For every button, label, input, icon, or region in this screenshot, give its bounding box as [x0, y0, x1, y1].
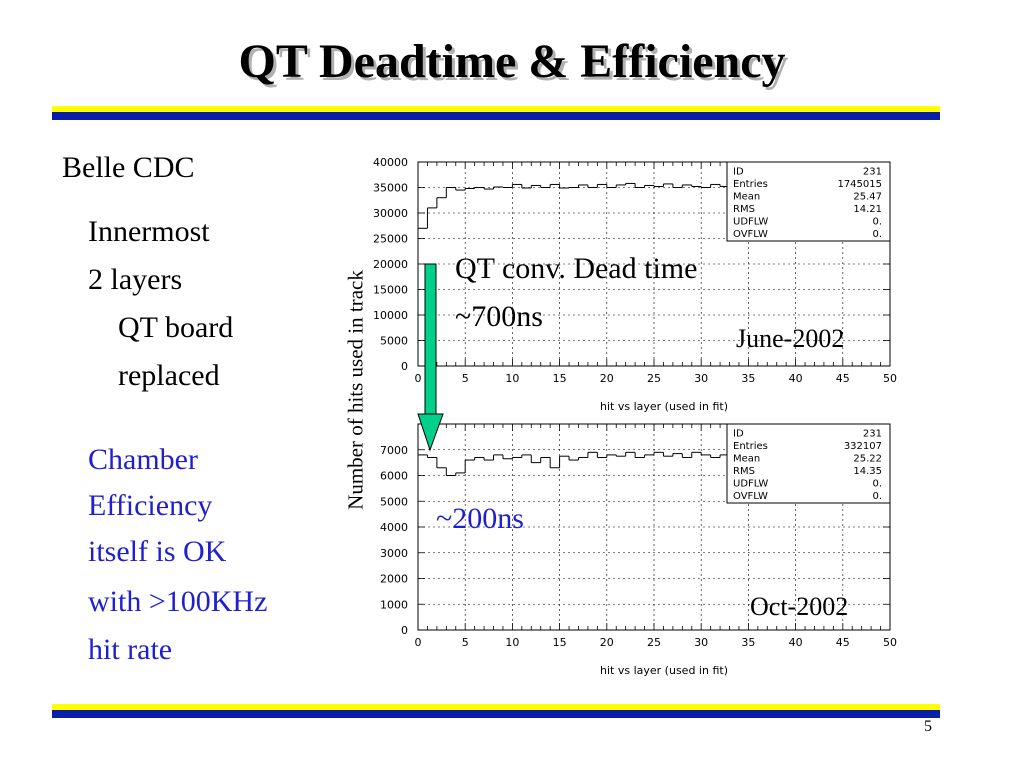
x-axis-label: hit vs layer (used in fit)	[600, 400, 728, 413]
stats-label: OVFLW	[733, 229, 768, 240]
efficiency-line: Efficiency	[88, 489, 213, 522]
text-line: QT board	[118, 311, 234, 344]
efficiency-line: with >100KHz	[88, 585, 268, 618]
stats-value: 332107	[843, 441, 882, 452]
y-tick-label: 5000	[380, 334, 408, 348]
x-tick-label: 0	[414, 372, 422, 385]
dead-time-value: ~700ns	[455, 300, 543, 333]
page-number: 5	[924, 718, 932, 735]
y-tick-label: 4000	[380, 521, 408, 534]
stats-label: Mean	[733, 453, 761, 465]
down-arrow-head	[418, 414, 443, 450]
stats-label: UDFLW	[733, 478, 769, 490]
y-tick-label: 1000	[380, 598, 408, 612]
down-arrow-shaft	[425, 264, 436, 416]
stats-value: 25.47	[853, 191, 882, 203]
x-tick-label: 10	[505, 636, 520, 649]
x-tick-label: 25	[647, 372, 661, 385]
x-tick-label: 15	[552, 636, 567, 649]
oct-2002-label: Oct-2002	[750, 592, 849, 621]
y-tick-label: 0	[401, 624, 408, 637]
stats-label: OVFLW	[733, 491, 768, 502]
x-tick-label: 30	[694, 636, 709, 649]
y-tick-label: 3000	[380, 546, 408, 560]
stats-label: ID	[733, 166, 744, 178]
stats-value: 1745015	[837, 179, 882, 190]
y-tick-label: 6000	[380, 469, 408, 483]
heading-belle-cdc: Belle CDC	[62, 151, 195, 184]
stats-label: UDFLW	[733, 216, 769, 228]
efficiency-line: hit rate	[88, 633, 173, 666]
efficiency-line: Chamber	[88, 443, 198, 476]
x-tick-label: 50	[883, 372, 897, 385]
x-tick-label: 20	[599, 636, 614, 649]
stats-value: 231	[862, 166, 882, 178]
text-line: replaced	[118, 359, 220, 392]
y-axis-label: Number of hits used in track	[343, 270, 368, 510]
x-tick-label: 5	[461, 372, 469, 385]
y-tick-label: 30000	[373, 207, 408, 220]
y-tick-label: 0	[401, 360, 408, 373]
stats-value: 0.	[872, 229, 882, 240]
x-tick-label: 45	[835, 636, 850, 649]
x-tick-label: 40	[788, 636, 803, 649]
stats-label: Mean	[733, 191, 761, 203]
x-tick-label: 5	[461, 636, 469, 649]
stats-label: RMS	[733, 466, 755, 477]
x-tick-label: 10	[505, 372, 520, 385]
y-tick-label: 5000	[380, 495, 408, 509]
stats-value: 0.	[872, 491, 882, 502]
x-tick-label: 20	[599, 372, 614, 385]
y-tick-label: 25000	[373, 232, 408, 246]
stats-label: ID	[733, 428, 744, 440]
stats-value: 14.21	[853, 204, 882, 215]
x-tick-label: 0	[414, 636, 422, 649]
x-axis-label: hit vs layer (used in fit)	[600, 664, 728, 677]
stats-value: 0.	[872, 478, 882, 490]
x-tick-label: 50	[883, 636, 897, 649]
y-tick-label: 7000	[380, 443, 408, 457]
y-tick-label: 35000	[373, 181, 408, 195]
stats-label: Entries	[733, 441, 768, 452]
x-tick-label: 15	[552, 372, 567, 385]
y-tick-label: 2000	[380, 572, 408, 586]
stats-value: 0.	[872, 216, 882, 228]
june-2002-label: June-2002	[736, 324, 845, 353]
x-tick-label: 45	[835, 372, 850, 385]
efficiency-line: itself is OK	[88, 535, 227, 568]
y-tick-label: 10000	[373, 309, 408, 322]
stats-value: 14.35	[853, 466, 882, 477]
x-tick-label: 35	[741, 372, 756, 385]
stats-label: RMS	[733, 204, 755, 215]
stats-value: 25.22	[853, 453, 882, 465]
y-tick-label: 40000	[373, 156, 408, 169]
stats-label: Entries	[733, 179, 768, 190]
stats-value: 231	[862, 428, 882, 440]
y-tick-label: 15000	[373, 283, 408, 297]
text-line: 2 layers	[88, 263, 183, 296]
x-tick-label: 35	[741, 636, 756, 649]
text-line: Innermost	[88, 215, 210, 248]
x-tick-label: 30	[694, 372, 709, 385]
x-tick-label: 25	[647, 636, 661, 649]
x-tick-label: 40	[788, 372, 803, 385]
dead-time-label: QT conv. Dead time	[455, 252, 698, 285]
slide-title: QT Deadtime & Efficiency	[238, 35, 786, 88]
dead-time-after-value: ~200ns	[436, 502, 524, 535]
y-tick-label: 20000	[373, 258, 408, 271]
